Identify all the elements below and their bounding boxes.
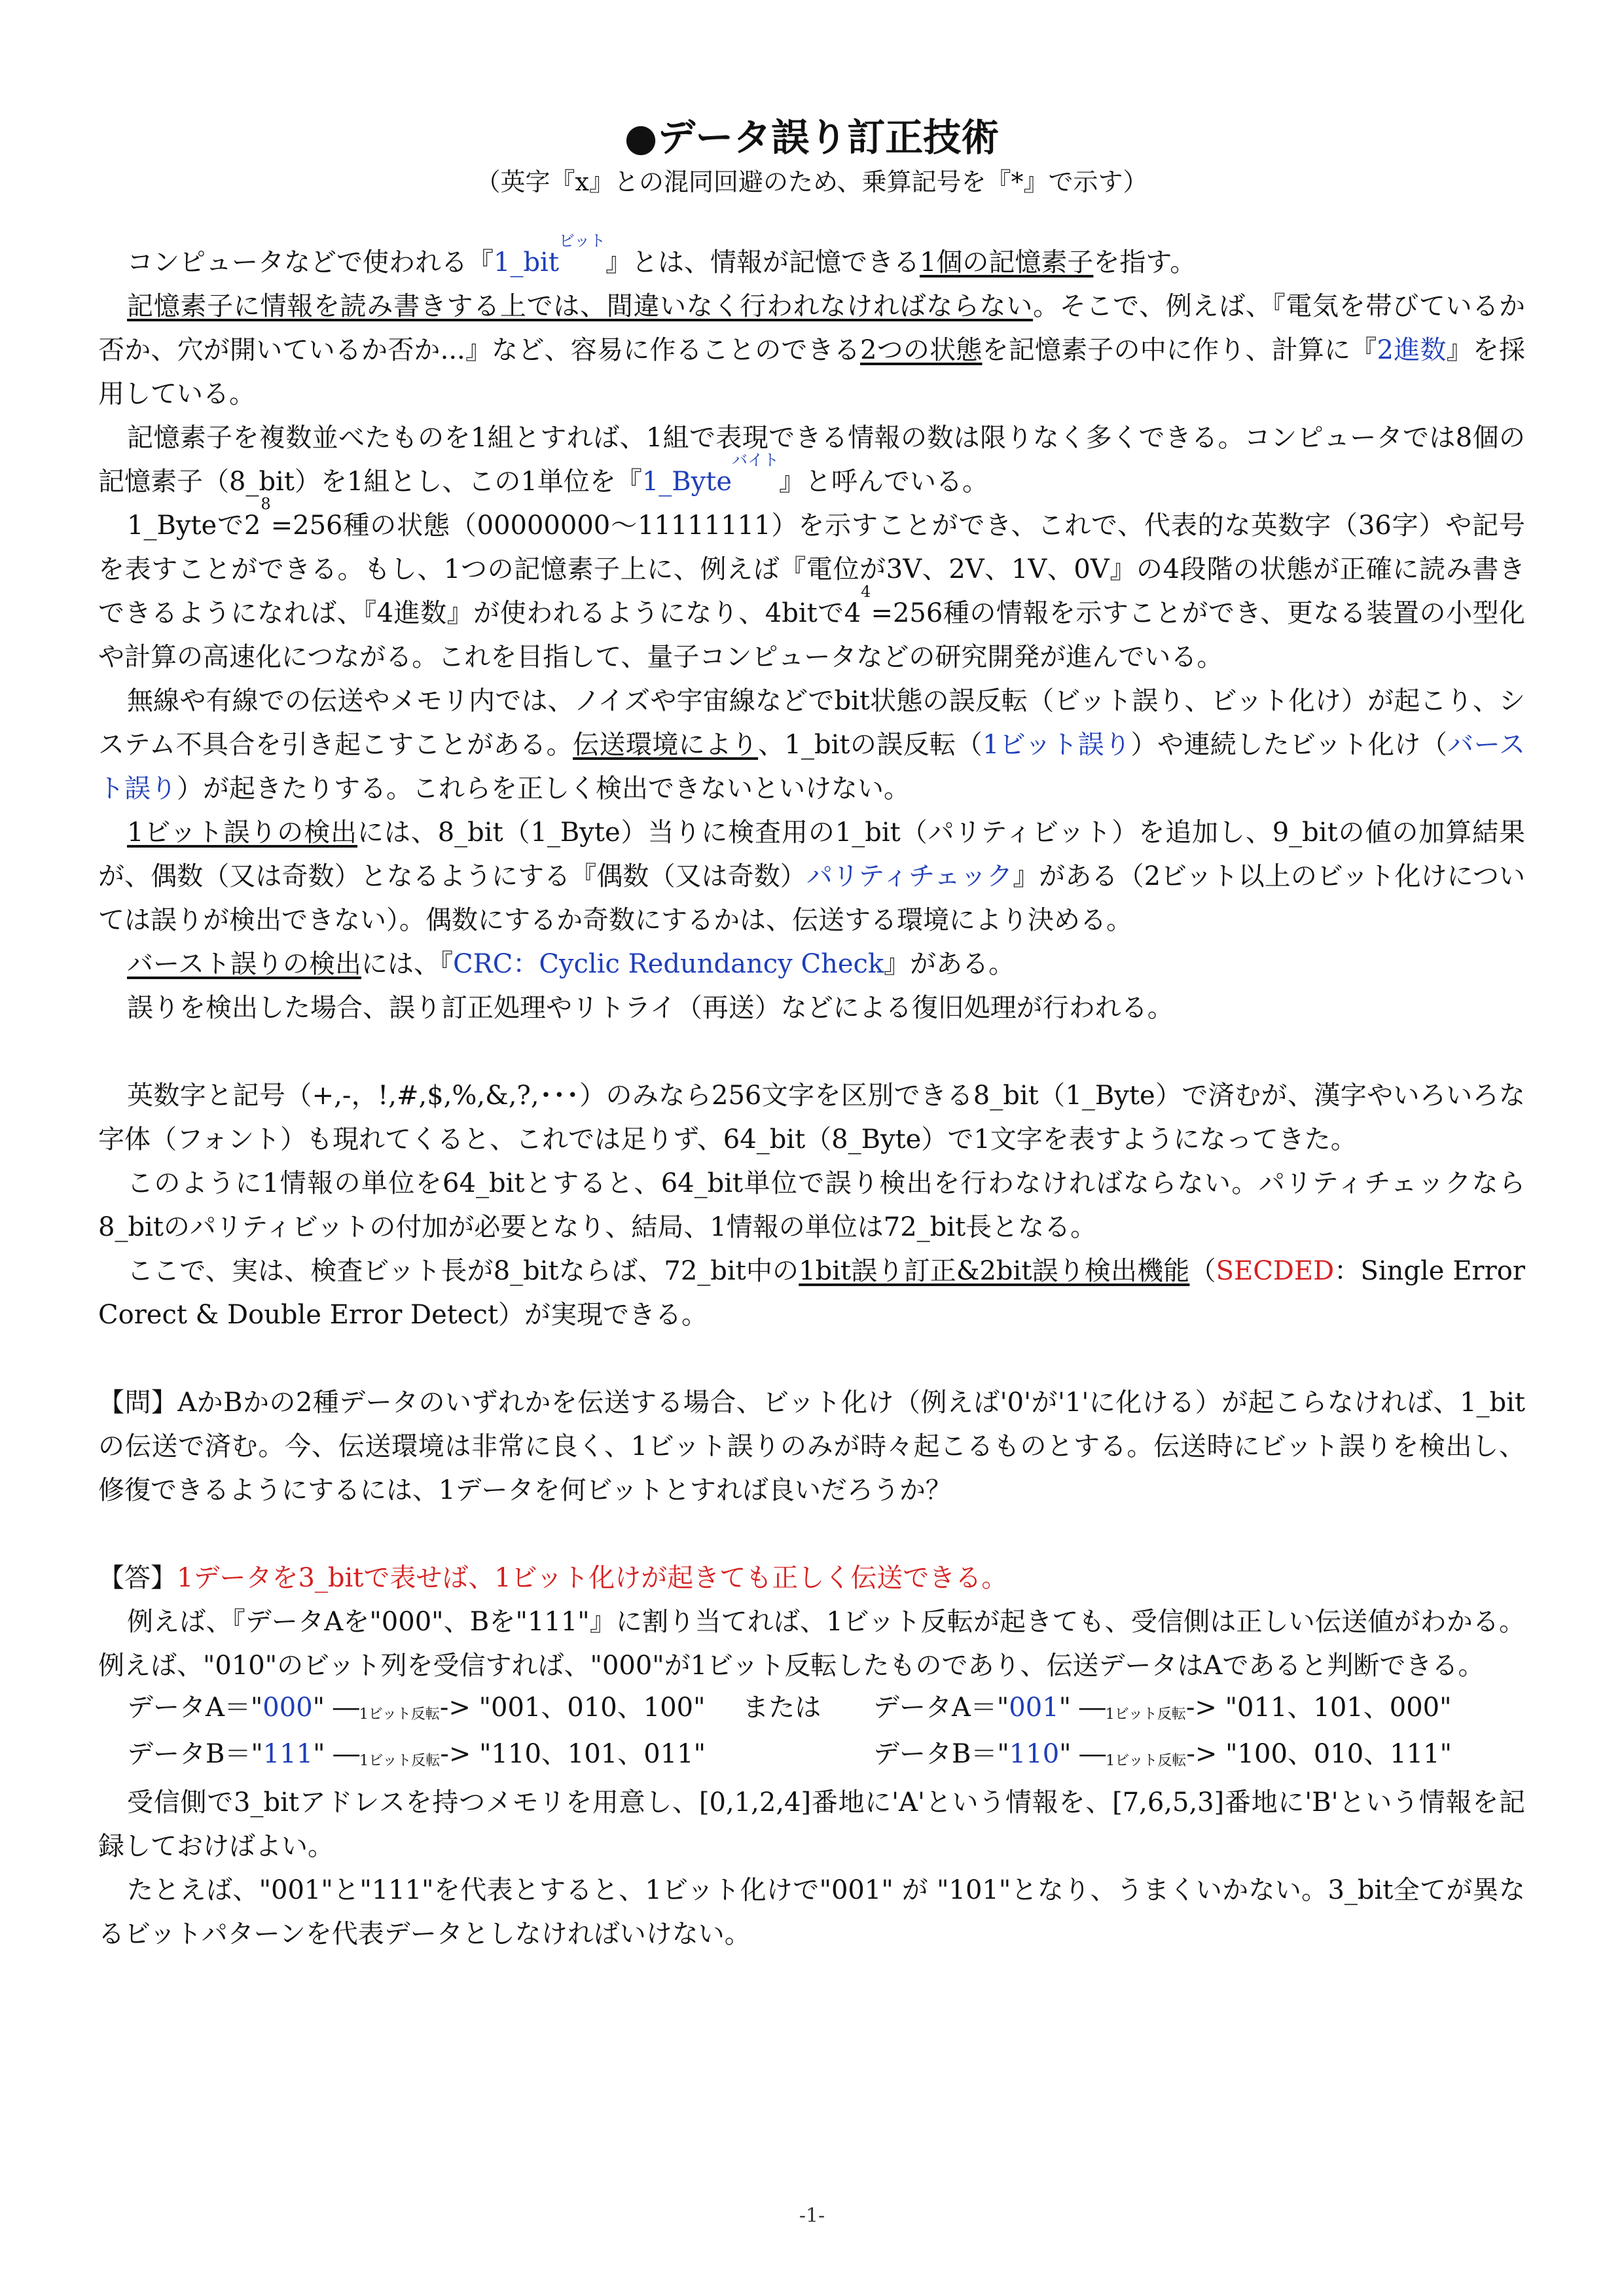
exponent: 4 [861, 583, 871, 601]
text: 、1_bitの誤反転（ [758, 730, 983, 760]
underlined-text: 2つの状態 [860, 335, 983, 365]
term-1bit [494, 232, 605, 278]
text: ）や連続したビット化け（ [1130, 730, 1448, 760]
text: " ― [313, 1739, 360, 1769]
result: -> "100、010、111" [1186, 1739, 1452, 1769]
ruby-bit: ビット [558, 232, 605, 250]
term-text: 1_Byte [641, 467, 732, 497]
paragraph-4 [98, 495, 1525, 679]
answer [98, 1556, 1525, 1600]
text: 』とは、情報が記憶できる [605, 247, 920, 278]
answer-text: 1データを3_bitで表せば、1ビット化けが起きても正しく伝送できる。 [177, 1563, 1008, 1593]
answer-label: 【答】 [98, 1563, 177, 1593]
paragraph-12: 例えば、『データAを"000"、Bを"111"』に割り当てれば、1ビット反転が起きても、受信側は正しい伝送値がわかる。例えば、"010"のビット列を受信すれば、"000"が1ビット反転したものであり、伝送データはAであると判断できる。 [98, 1607, 1525, 1681]
text: （ [1189, 1256, 1216, 1286]
text: データB＝" [127, 1739, 263, 1769]
page-subtitle: （英字『x』との混同回避のため、乗算記号を『*』で示す） [475, 168, 1148, 196]
text: または [742, 1693, 821, 1723]
text: ここで、実は、検査ビット長が8_bitならば、72_bit中の [127, 1256, 799, 1286]
paragraph-14: たとえば、"001"と"111"を代表とすると、1ビット化けで"001" が "101"となり、うまくいかない。3_bit全てが異なるビットパターンを代表データとしなければいけない。 [98, 1875, 1525, 1949]
result: -> "011、101、000" [1185, 1693, 1452, 1723]
page-number: -1- [799, 2204, 825, 2227]
underlined-text: 1個の記憶素子 [919, 247, 1094, 278]
paragraph-11 [98, 1249, 1525, 1337]
term-burst-error: バースト誤り [98, 730, 1526, 804]
result: -> "110、101、011" [440, 1739, 706, 1769]
example-left [127, 1688, 873, 1734]
text: ）が起きたりする。これらを正しく検出できないといけない。 [177, 774, 910, 804]
example-right [873, 1734, 1452, 1781]
paragraph-1 [98, 232, 1525, 285]
paragraph-7 [98, 942, 1525, 986]
text: コンピュータなどで使われる『 [127, 247, 494, 278]
text: には、『 [361, 949, 453, 979]
result: -> "001、010、100" [439, 1693, 706, 1723]
text: データA＝" [873, 1693, 1009, 1723]
text: 無線や有線での伝送やメモリ内では、ノイズや宇宙線などでbit状態の誤反転（ビット誤り、ビット化け）が起こり、システム不具合を引き起こすことがある。 [98, 686, 1525, 760]
arrow-label: 1ビット反転 [1106, 1753, 1187, 1769]
text: 記憶素子を複数並べたものを1組とすれば、1組で表現できる情報の数は限りなく多くできる。コンピュータでは8個の記憶素子（8_bit）を1組とし、この1単位を『 [98, 423, 1525, 497]
paragraph-9: 英数字と記号（+,-，!,#,$,%,&,?,･･･）のみなら256文字を区別できる8_bit（1_Byte）で済むが、漢字やいろいろな字体（フォント）も現れてくると、これでは足りず、64_bit（8_Byte）で1文字を表すようになってきた。 [98, 1081, 1525, 1155]
term-binary: 2進数 [1377, 335, 1447, 365]
term-secded: SECDED [1216, 1256, 1335, 1286]
ruby-byte: バイト [732, 451, 780, 469]
underlined-text: 1bit誤り訂正&2bit誤り検出機能 [799, 1256, 1190, 1286]
exponent: 8 [261, 495, 271, 513]
bit-pattern: 111 [262, 1739, 314, 1769]
term-crc: CRC：Cyclic Redundancy Check [453, 949, 884, 979]
question: 【問】AかBかの2種データのいずれかを伝送する場合、ビット化け（例えば'0'が'1'に化ける）が起こらなければ、1_bitの伝送で済む。今、伝送環境は非常に良く、1ビット誤りのみが時々起こるものとする。伝送時にビット誤りを検出し、修復できるようにするには、1データを何ビットとすれば良いだろうか？ [98, 1388, 1525, 1505]
underlined-text: 伝送環境により [573, 730, 759, 760]
text: =256種の状態（00000000～11111111）を示すことができ、これで、代表的な英数字（36字）や記号を表すことができる。もし、1つの記憶素子上に、例えば『電位が3V、2V、1V、0V』の4段階の状態が正確に読み書きできるようになれば、『4進数』が使われるようになり、4bitで4 [98, 511, 1525, 628]
spacer [98, 1513, 1525, 1556]
paragraph-10: このように1情報の単位を64_bitとすると、64_bit単位で誤り検出を行わなければならない。パリティチェックなら8_bitのパリティビットの付加が必要となり、結局、1情報の単位は72_bit長となる。 [98, 1168, 1525, 1242]
text: 』と呼んでいる。 [779, 467, 989, 497]
text: ：Single Error Corect & Double Error Detect）が実現できる。 [98, 1256, 1525, 1330]
example-row-1 [98, 1688, 1525, 1734]
example-left [127, 1734, 873, 1781]
spacer [98, 1030, 1525, 1074]
text: =256種の情報を示すことができ、更なる装置の小型化や計算の高速化につながる。これを目指して、量子コンピュータなどの研究開発が進んでいる。 [98, 598, 1525, 672]
text: 』がある。 [884, 949, 1015, 979]
term-1bit-error: 1ビット誤り [983, 730, 1131, 760]
paragraph-8: 誤りを検出した場合、誤り訂正処理やリトライ（再送）などによる復旧処理が行われる。 [127, 993, 1174, 1023]
bit-pattern: 110 [1009, 1739, 1060, 1769]
underlined-text: 記憶素子に情報を読み書きする上では、間違いなく行われなければならない [127, 291, 1034, 321]
text: " ― [312, 1693, 359, 1723]
term-text: 1_bit [494, 247, 559, 278]
arrow-label: 1ビット反転 [359, 1753, 441, 1769]
paragraph-6 [98, 811, 1525, 942]
term-parity-check: パリティチェック [806, 861, 1013, 891]
text: " ― [1058, 1693, 1106, 1723]
arrow-label: 1ビット反転 [359, 1706, 440, 1723]
text: 1_Byteで2 [127, 511, 261, 541]
text: " ― [1059, 1739, 1106, 1769]
bit-pattern: 000 [262, 1693, 313, 1723]
bit-pattern: 001 [1009, 1693, 1059, 1723]
text: を指す。 [1093, 247, 1197, 278]
example-right [873, 1688, 1452, 1734]
paragraph-5 [98, 679, 1525, 811]
paragraph-13: 受信側で3_bitアドレスを持つメモリを用意し、[0,1,2,4]番地に'A'という情報を、[7,6,5,3]番地に'B'という情報を記録しておけばよい。 [98, 1787, 1525, 1861]
text: を記憶素子の中に作り、計算に『 [982, 335, 1377, 365]
text: データB＝" [873, 1739, 1009, 1769]
arrow-label: 1ビット反転 [1105, 1706, 1186, 1723]
document-body [98, 111, 1525, 1956]
spacer [98, 1337, 1525, 1381]
text: データA＝" [127, 1693, 263, 1723]
page-title: ●データ誤り訂正技術 [624, 115, 1000, 160]
underlined-text: 1ビット誤りの検出 [127, 817, 358, 848]
text: 。そこで、例えば、『電気を帯びているか否か、穴が開いているか否か...』など、容易に作ることのできる [98, 291, 1525, 365]
term-1byte [641, 451, 780, 497]
text: 』を採用している。 [98, 335, 1526, 409]
text: には、8_bit（1_Byte）当りに検査用の1_bit（パリティビット）を追加し、9_bitの値の加算結果が、偶数（又は奇数）となるようにする『偶数（又は奇数） [98, 817, 1525, 891]
underlined-text: バースト誤りの検出 [127, 949, 361, 979]
paragraph-2 [98, 285, 1525, 416]
paragraph-3 [98, 416, 1525, 504]
example-row-2 [98, 1734, 1525, 1781]
text: 』がある（2ビット以上のビット化けについては誤りが検出できない）。偶数にするか奇数にするかは、伝送する環境により決める。 [98, 861, 1525, 935]
